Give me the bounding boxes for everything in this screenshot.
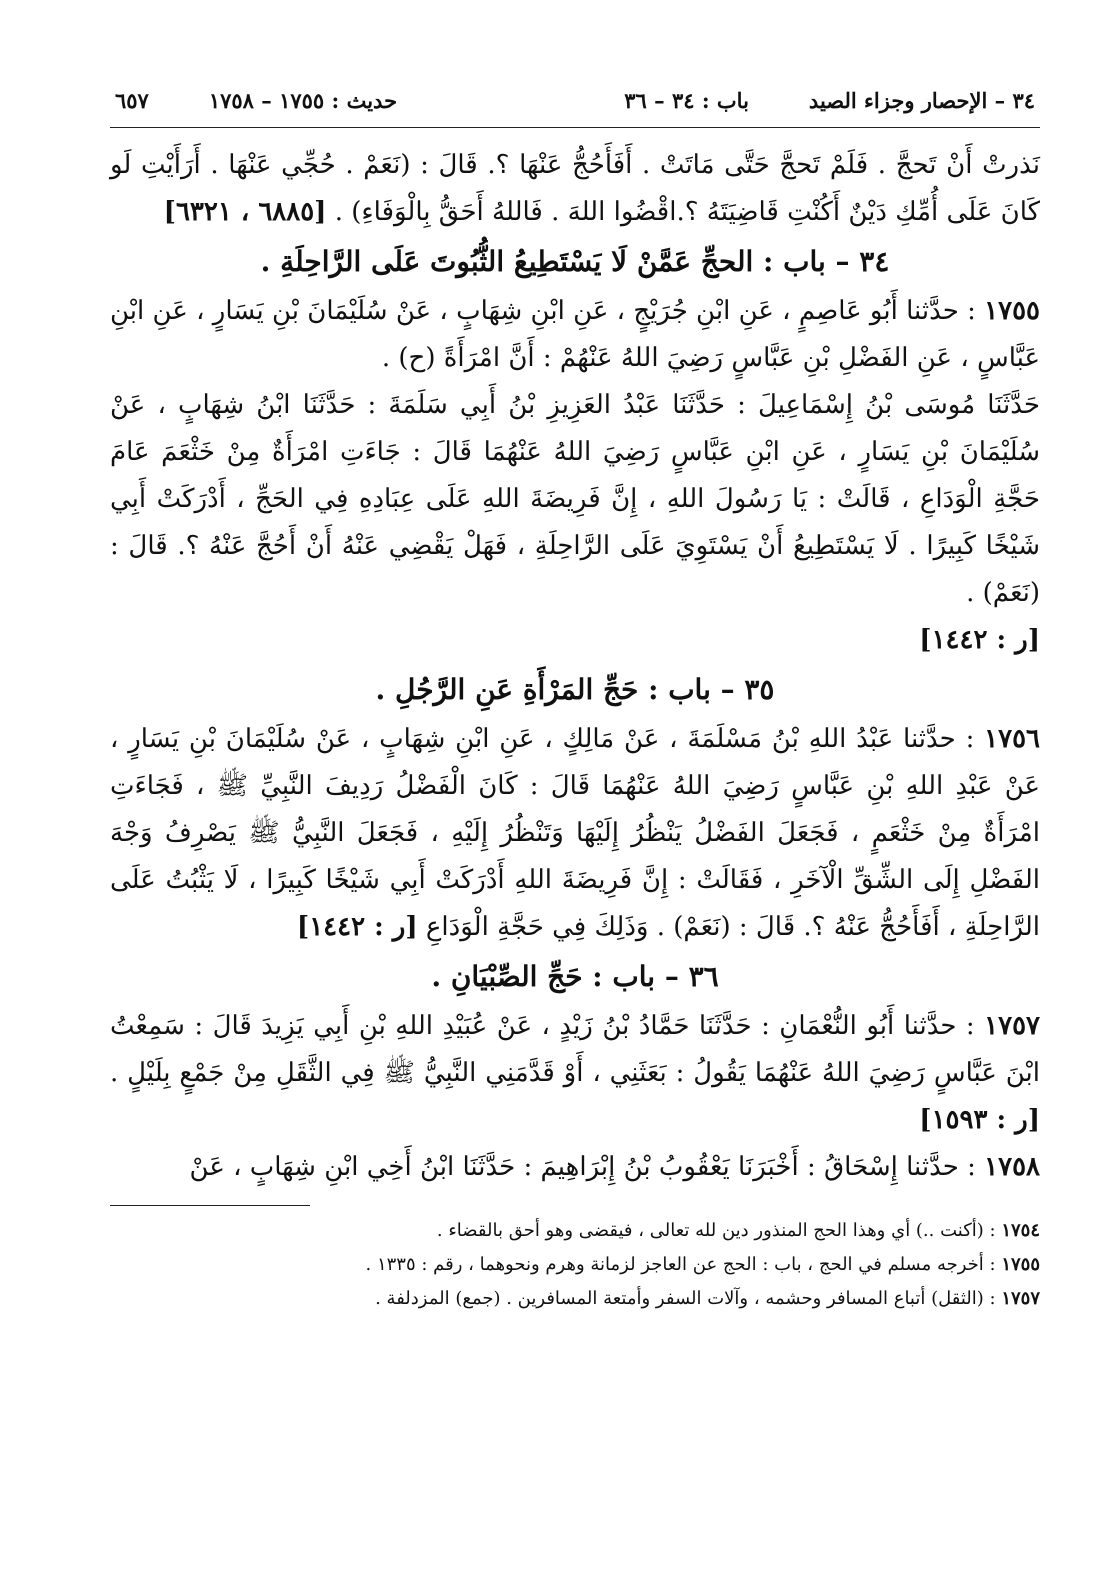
running-header xyxy=(110,88,1040,127)
hadith-range: حديث : ١٧٥٥ – ١٧٥٨ xyxy=(208,88,398,113)
intro-text: نَذرتْ أَنْ تَحجَّ . فَلَمْ تَحجَّ حَتَّى مَاتَتْ . أَفَأَحُجُّ عَنْهَا ؟. قَالَ : (نَعَمْ . حُجِّي عَنْهَا . أَرَأَيْتِ لَو كَانَ عَلَى أُمِّكِ دَيْنٌ أَكُنْتِ قَاضِيَتَهُ ؟.اقْضُوا اللهَ . فَاللهُ أَحَقُّ بِالْوَفَاءِ) . xyxy=(110,150,1040,227)
footnote-text: : أخرجه مسلم في الحج ، باب : الحج عن العاجز لزمانة وهرم ونحوهما ، رقم : ١٣٣٥ . xyxy=(365,1254,996,1275)
footnote-number: ١٧٥٧ xyxy=(1001,1288,1040,1309)
intro-ref: [٦٨٨٥ ، ٦٣٢١] xyxy=(163,197,327,227)
hadith-number: ١٧٥٨ xyxy=(984,1152,1040,1182)
page-number: ٦٥٧ xyxy=(115,88,149,113)
footnote-text: : (أكنت ..) أي وهذا الحج المنذور دين لله تعالى ، فيقضى وهو أحق بالقضاء . xyxy=(436,1220,996,1241)
hadith-1755-second-chain xyxy=(110,382,1040,617)
hadith-text: : حدَّثنا أَبُو النُّعْمَانِ : حَدَّثَنَا حَمَّادُ بْنُ زَيْدٍ ، عَنْ عُبَيْدِ اللهِ بْنِ أَبِي يَزِيدَ قَالَ : سَمِعْتُ ابْنَ عَبَّاسٍ رَضِيَ اللهُ عَنْهُمَا يَقُولُ : بَعَثَنِي ، أَوْ قَدَّمَنِي النَّبِيُّ ﷺ فِي الثَّقَلِ مِنْ جَمْعٍ بِلَيْلٍ . xyxy=(110,1011,1040,1088)
hadith-1755 xyxy=(110,288,1040,382)
book-page xyxy=(110,88,1040,1316)
bab-34-title: ٣٤ – باب : الحجِّ عَمَّنْ لَا يَسْتَطِيعُ الثُّبُوتَ عَلَى الرَّاحِلَةِ . xyxy=(260,245,890,278)
hadith-number: ١٧٥٧ xyxy=(984,1011,1040,1041)
hadith-1757 xyxy=(110,1003,1040,1144)
header-left-group xyxy=(115,88,397,113)
hadith-text: : حدَّثنا أَبُو عَاصِمٍ ، عَنِ ابْنِ جُرَيْجٍ ، عَنِ ابْنِ شِهَابٍ ، عَنْ سُلَيْمَانَ بْنِ يَسَارٍ ، عَنِ ابْنِ عَبَّاسٍ ، عَنِ الفَضْلِ بْنِ عَبَّاسٍ رَضِيَ اللهُ عَنْهُمْ : أَنَّ امْرَأَةً (ح) . xyxy=(110,296,1040,373)
hadith-text: : حدَّثنا عَبْدُ اللهِ بْنُ مَسْلَمَةَ ، عَنْ مَالِكٍ ، عَنِ ابْنِ شِهَابٍ ، عَنْ سُلَيْمَانَ بْنِ يَسَارٍ ، عَنْ عَبْدِ اللهِ بْنِ عَبَّاسٍ رَضِيَ اللهُ عَنْهُمَا قَالَ : كَانَ الْفَضْلُ رَدِيفَ النَّبِيِّ ﷺ ، فَجَاءَتِ امْرَأَةٌ مِنْ خَثْعَمٍ ، فَجَعَلَ الفَضْلُ يَنْظُرُ إِلَيْهَا وَتَنْظُرُ إِلَيْهِ ، فَجَعَلَ النَّبِيُّ ﷺ يَصْرِفُ وَجْهَ الفَضْلِ إِلَى الشِّقِّ الْآخَرِ ، فَقَالَتْ : إِنَّ فَرِيضَةَ اللهِ أَدْرَكَتْ أَبِي شَيْخًا كَبِيرًا ، لَا يَثْبُتُ عَلَى الرَّاحِلَةِ ، أَفَأَحُجُّ عَنْهُ ؟. قَالَ : (نَعَمْ) . وَذَلِكَ فِي حَجَّةِ الْوَدَاعِ xyxy=(110,724,1040,942)
footnote-number: ١٧٥٤ xyxy=(1001,1220,1040,1241)
footnote-item xyxy=(110,1248,1040,1282)
hadith-ref: [ر : ١٤٤٢] xyxy=(296,912,418,942)
header-divider xyxy=(110,127,1040,128)
hadith-1756 xyxy=(110,716,1040,951)
footnotes xyxy=(110,1214,1040,1316)
hadith-1755-ref-line xyxy=(110,617,1040,664)
footnote-number: ١٧٥٥ xyxy=(1001,1254,1040,1275)
hadith-1758 xyxy=(110,1144,1040,1191)
footnote-text: : (الثقل) أتباع المسافر وحشمه ، وآلات السفر وأمتعة المسافرين . (جمع) المزدلفة . xyxy=(375,1288,996,1309)
intro-paragraph xyxy=(110,142,1040,236)
hadith-number: ١٧٥٦ xyxy=(984,724,1040,754)
bab-range: باب : ٣٤ – ٣٦ xyxy=(624,88,749,113)
hadith-ref: [ر : ١٥٩٣] xyxy=(919,1105,1040,1135)
footnote-item xyxy=(110,1214,1040,1248)
footnote-divider xyxy=(110,1205,310,1206)
hadith-number: ١٧٥٥ xyxy=(984,296,1040,326)
bab-35-title: ٣٥ – باب : حَجِّ المَرْأَةِ عَنِ الرَّجُلِ . xyxy=(375,673,775,706)
chapter-title: ٣٤ – الإحصار وجزاء الصيد xyxy=(808,88,1035,113)
hadith-text: حَدَّثَنَا مُوسَى بْنُ إِسْمَاعِيلَ : حَدَّثَنَا عَبْدُ العَزِيزِ بْنُ أَبِي سَلَمَةَ : حَدَّثَنَا ابْنُ شِهَابٍ ، عَنْ سُلَيْمَانَ بْنِ يَسَارٍ ، عَنِ ابْنِ عَبَّاسٍ رَضِيَ اللهُ عَنْهُمَا قَالَ : جَاءَتِ امْرَأَةٌ مِنْ خَثْعَمَ عَامَ حَجَّةِ الْوَدَاعِ ، قَالَتْ : يَا رَسُولَ اللهِ ، إِنَّ فَرِيضَةَ اللهِ عَلَى عِبَادِهِ فِي الحَجِّ ، أَدْرَكَتْ أَبِي شَيْخًا كَبِيرًا . لَا يَسْتَطِيعُ أَنْ يَسْتَوِيَ عَلَى الرَّاحِلَةِ ، فَهَلْ يَقْضِي عَنْهُ أَنْ أَحُجَّ عَنْهُ ؟. قَالَ : (نَعَمْ) . xyxy=(110,390,1040,608)
hadith-ref: [ر : ١٤٤٢] xyxy=(919,625,1040,655)
footnote-item xyxy=(110,1282,1040,1316)
bab-36-title: ٣٦ – باب : حَجِّ الصِّبْيَانِ . xyxy=(431,960,719,993)
hadith-text: : حدَّثنا إِسْحَاقُ : أَخْبَرَنَا يَعْقُوبُ بْنُ إِبْرَاهِيمَ : حَدَّثَنَا ابْنُ أَخِي ابْنِ شِهَابٍ ، عَنْ xyxy=(189,1152,976,1182)
main-text xyxy=(110,142,1040,1191)
header-right-group xyxy=(624,88,1035,113)
